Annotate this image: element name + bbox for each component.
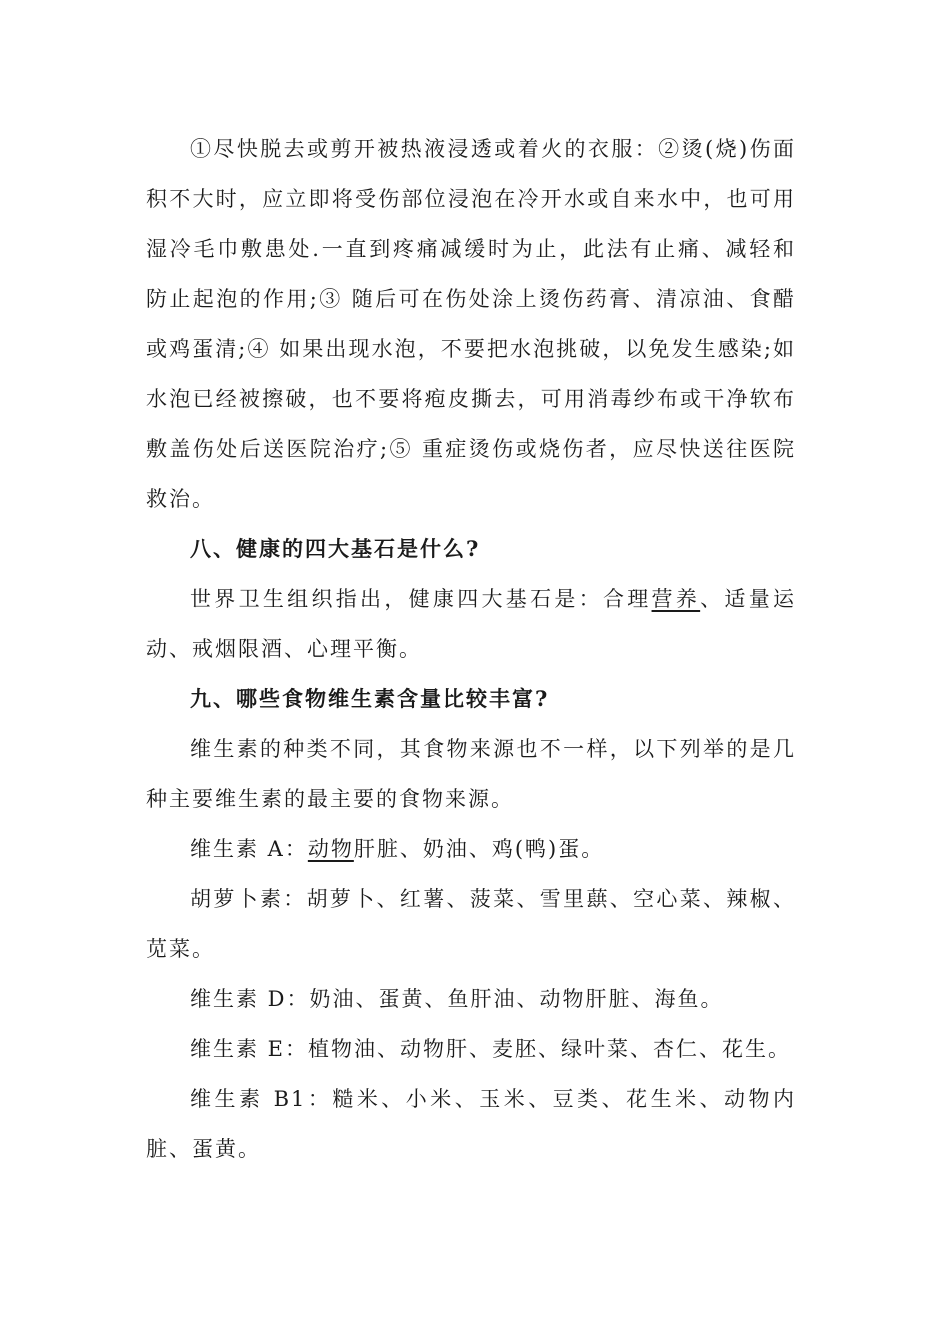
vitamin-e-line: 维生素 E：植物油、动物肝、麦胚、绿叶菜、杏仁、花生。: [190, 1037, 792, 1061]
burn-first-aid-paragraph: ①尽快脱去或剪开被热液浸透或着火的衣服：②烫(烧)伤面积不大时，应立即将受伤部位浸泡在冷开水或自来水中，也可用湿冷毛巾敷患处.一直到疼痛减缓时为止，此法有止痛、减轻和防止起泡的作用;③ 随后可在伤处涂上烫伤药膏、清凉油、食醋或鸡蛋清;④ 如果出现水泡，不要把水泡挑破，以免发生感染;如水泡已经被擦破，也不要将疱皮撕去，可用消毒纱布或干净软布敷盖伤处后送医院治疗;⑤ 重症烫伤或烧伤者，应尽快送往医院救治。: [146, 137, 796, 511]
section-8-heading: 八、健康的四大基石是什么?: [190, 536, 481, 561]
vitamin-a-line: [146, 824, 796, 874]
vitamin-b1-line: 维生素 B1：糙米、小米、玉米、豆类、花生米、动物内脏、蛋黄。: [146, 1087, 796, 1161]
section-9-heading: 九、哪些食物维生素含量比较丰富?: [190, 686, 550, 711]
nutrition-link[interactable]: 营养: [651, 587, 701, 611]
animal-link[interactable]: 动物: [307, 837, 354, 861]
vitamin-a-rest: 肝脏、奶油、鸡(鸭)蛋。: [353, 837, 605, 861]
vitamin-a-label: 维生素 A：: [190, 837, 308, 861]
section-9-intro: 维生素的种类不同，其食物来源也不一样，以下列举的是几种主要维生素的最主要的食物来源。: [146, 737, 796, 811]
vitamin-d-line: 维生素 D：奶油、蛋黄、鱼肝油、动物肝脏、海鱼。: [190, 987, 724, 1011]
section-8-paragraph: [146, 574, 796, 674]
section-8-text-before: 世界卫生组织指出，健康四大基石是：合理: [190, 587, 652, 611]
section-8-text-after: 、适量运动、戒烟限酒、心理平衡。: [146, 587, 797, 661]
document-page: [146, 124, 796, 1174]
carotene-line: 胡萝卜素：胡萝卜、红薯、菠菜、雪里蕻、空心菜、辣椒、苋菜。: [146, 887, 796, 961]
